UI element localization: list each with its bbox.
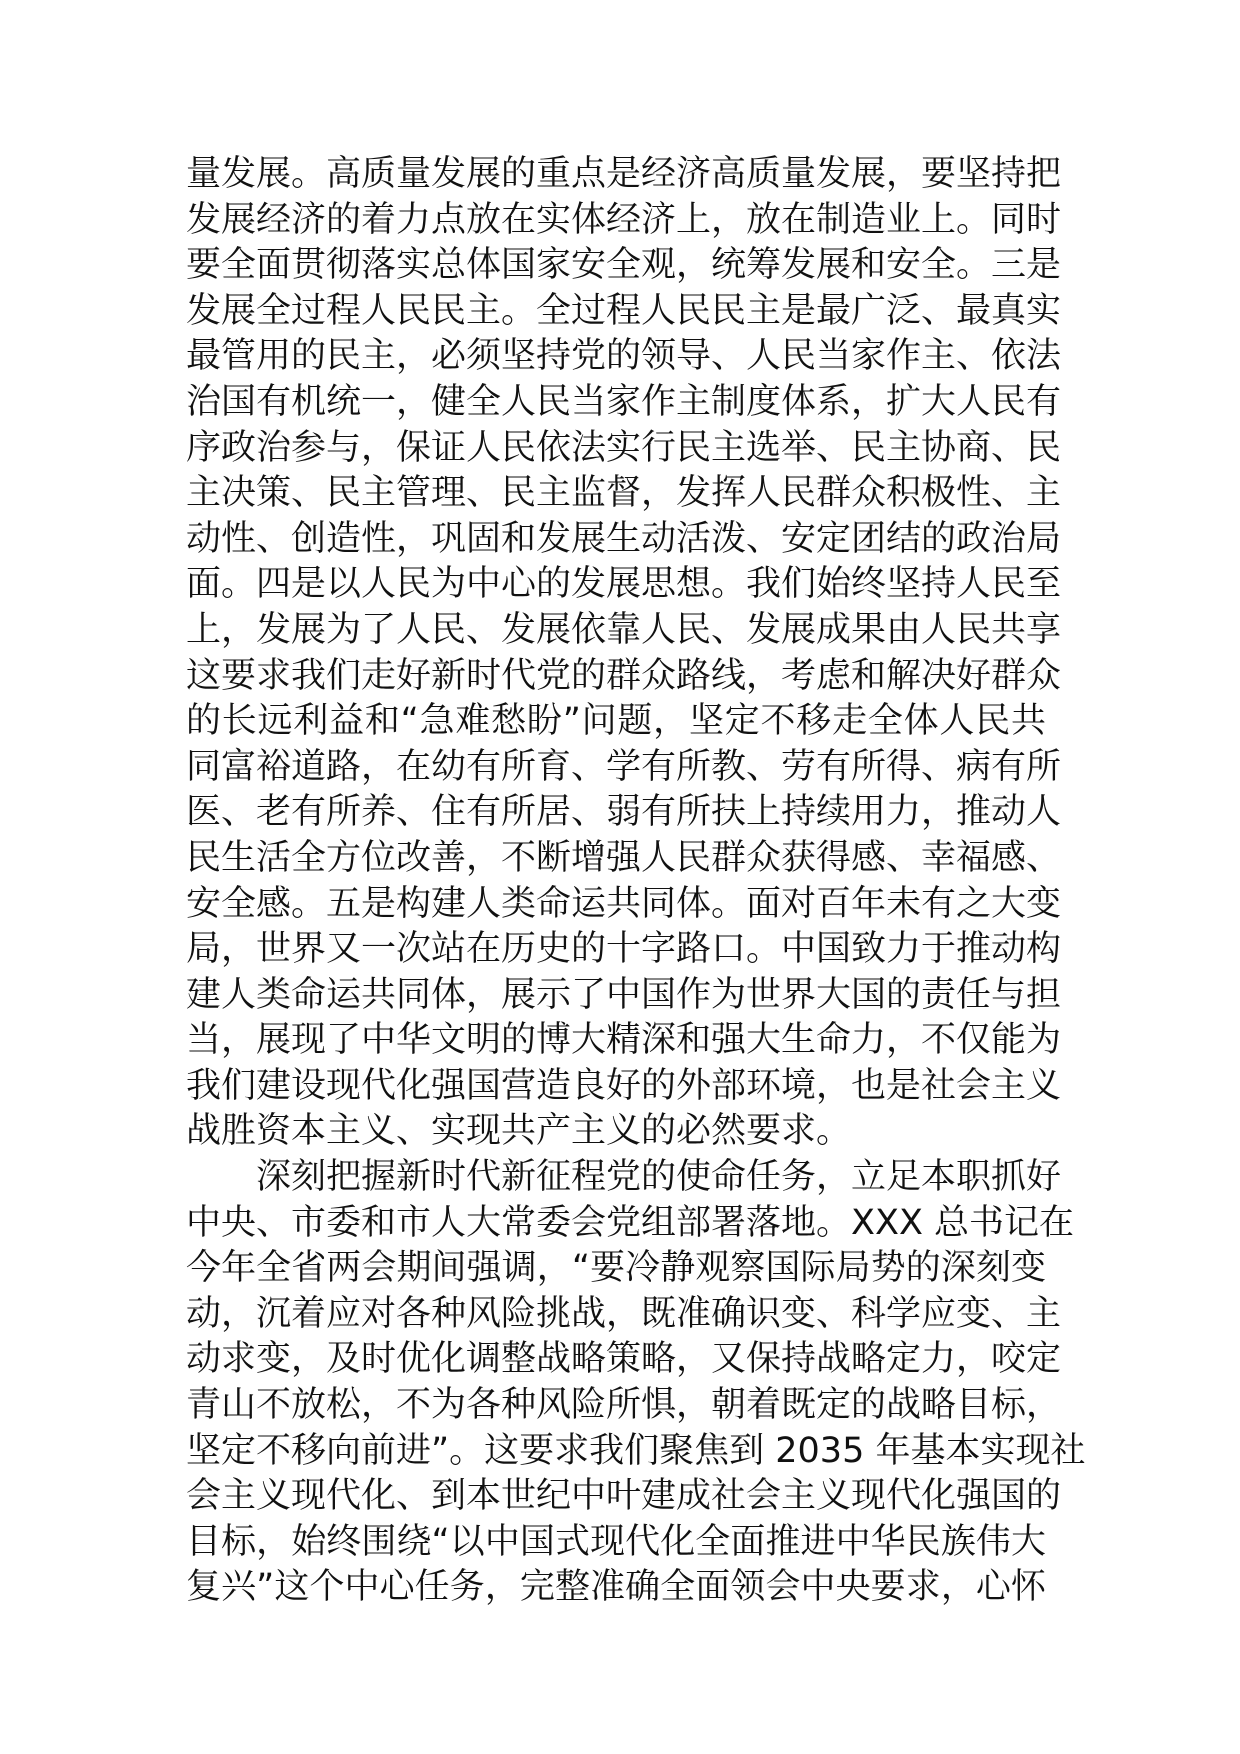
text-line: 会主义现代化、到本世纪中叶建成社会主义现代化强国的: [186, 1476, 1062, 1517]
text-line: 我们建设现代化强国营造良好的外部环境，也是社会主义: [186, 1065, 1062, 1106]
text-line: 当，展现了中华文明的博大精深和强大生命力，不仅能为: [186, 1020, 1062, 1061]
text-line: 发展经济的着力点放在实体经济上，放在制造业上。同时: [186, 199, 1062, 240]
text-line: 面。四是以人民为中心的发展思想。我们始终坚持人民至: [186, 564, 1062, 605]
text-line: 上，发展为了人民、发展依靠人民、发展成果由人民共享: [186, 609, 1062, 650]
text-line: 要全面贯彻落实总体国家安全观，统筹发展和安全。三是: [186, 245, 1062, 286]
text-line: 今年全省两会期间强调，“要冷静观察国际局势的深刻变: [186, 1248, 1046, 1289]
text-line: 民生活全方位改善，不断增强人民群众获得感、幸福感、: [186, 837, 1062, 878]
text-line: 建人类命运共同体，展示了中国作为世界大国的责任与担: [186, 974, 1062, 1015]
text-line: 动，沉着应对各种风险挑战，既准确识变、科学应变、主: [186, 1293, 1062, 1334]
text-line: 复兴”这个中心任务，完整准确全面领会中央要求，心怀: [186, 1567, 1046, 1608]
text-line: 序政治参与，保证人民依法实行民主选举、民主协商、民: [186, 427, 1062, 468]
text-line: 青山不放松，不为各种风险所惧，朝着既定的战略目标，: [186, 1385, 1062, 1426]
text-line: 最管用的民主，必须坚持党的领导、人民当家作主、依法: [186, 336, 1062, 377]
text-line: 中央、市委和市人大常委会党组部署落地。XXX 总书记在: [186, 1202, 1075, 1243]
text-line: 同富裕道路，在幼有所育、学有所教、劳有所得、病有所: [186, 746, 1062, 787]
text-line: 治国有机统一，健全人民当家作主制度体系，扩大人民有: [186, 381, 1062, 422]
text-line: 发展全过程人民民主。全过程人民民主是最广泛、最真实: [186, 290, 1062, 331]
text-line: 动性、创造性，巩固和发展生动活泼、安定团结的政治局: [186, 518, 1062, 559]
text-line: 目标，始终围绕“以中国式现代化全面推进中华民族伟大: [186, 1521, 1046, 1562]
paragraph-2: [186, 1155, 1086, 1611]
text-line: 医、老有所养、住有所居、弱有所扶上持续用力，推动人: [186, 792, 1062, 833]
text-line: 的长远利益和“急难愁盼”问题，坚定不移走全体人民共: [186, 701, 1046, 742]
text-line: 深刻把握新时代新征程党的使命任务，立足本职抓好: [256, 1157, 1062, 1198]
body-text: [186, 152, 1086, 1611]
text-line: 这要求我们走好新时代党的群众路线，考虑和解决好群众: [186, 655, 1062, 696]
text-line: 安全感。五是构建人类命运共同体。面对百年未有之大变: [186, 883, 1062, 924]
paragraph-1: [186, 152, 1062, 1155]
text-line: 动求变，及时优化调整战略策略，又保持战略定力，咬定: [186, 1339, 1062, 1380]
text-line: 局，世界又一次站在历史的十字路口。中国致力于推动构: [186, 929, 1062, 970]
text-line: 战胜资本主义、实现共产主义的必然要求。: [186, 1111, 852, 1152]
text-line: 坚定不移向前进”。这要求我们聚焦到 2035 年基本实现社: [186, 1430, 1086, 1471]
text-line: 量发展。高质量发展的重点是经济高质量发展，要坚持把: [186, 154, 1062, 194]
text-line: 主决策、民主管理、民主监督，发挥人民群众积极性、主: [186, 473, 1062, 514]
